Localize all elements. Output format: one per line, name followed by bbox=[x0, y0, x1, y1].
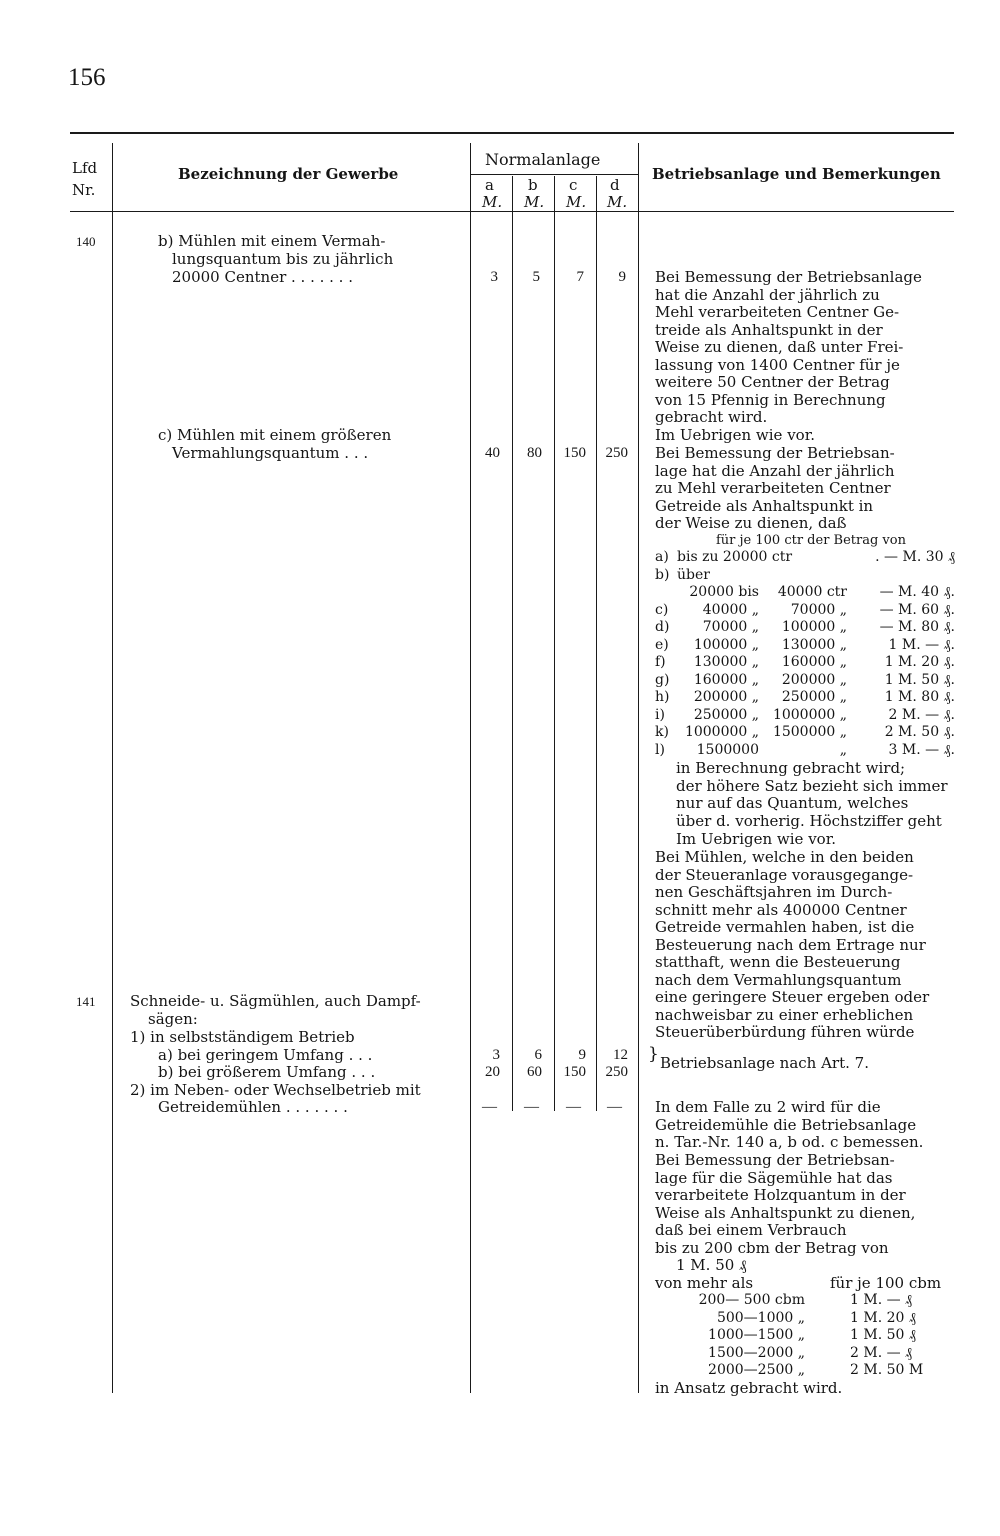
scale-row bbox=[655, 584, 955, 602]
header-unit-d: M. bbox=[607, 193, 628, 211]
desc-140c-line2: Vermahlungsquantum . . . bbox=[172, 444, 369, 462]
top-rule bbox=[70, 132, 954, 134]
value-141-2-d: — bbox=[607, 1099, 622, 1115]
scale-row bbox=[655, 742, 955, 760]
value-141b-b: 60 bbox=[527, 1064, 542, 1080]
desc-141-line3: 1) in selbstständigem Betrieb bbox=[130, 1028, 355, 1046]
scale-row-to: 160000 „ bbox=[781, 654, 847, 670]
header-bezeichnung: Bezeichnung der Gewerbe bbox=[178, 165, 399, 183]
col-divider-c bbox=[596, 176, 597, 1111]
wood-row-range: 1000—1500 „ bbox=[708, 1327, 805, 1343]
scale-row bbox=[655, 637, 955, 655]
remark-141-saw: Bei Bemessung der Betriebsan- lage für die Sägemühle hat das verarbeitete Holzquantum in der Weise als Anhaltspunkt zu dienen, daß bei einem Verbrauch bbox=[655, 1151, 916, 1239]
scale-row-from: bis zu 20000 ctr bbox=[677, 549, 793, 565]
scale-row-amount: — M. 40 ₰. bbox=[879, 584, 955, 600]
scale-row-from: 20000 bis bbox=[689, 584, 759, 600]
scale-row-letter: g) bbox=[655, 671, 670, 688]
scale-row-letter: k) bbox=[655, 724, 669, 740]
scale-row-amount: 1 M. 80 ₰. bbox=[884, 689, 955, 705]
scale-row-to: 1500000 „ bbox=[772, 724, 847, 740]
scale-row-to: 200000 „ bbox=[781, 671, 847, 688]
value-140b-c: 7 bbox=[576, 269, 584, 285]
col-divider-d bbox=[638, 143, 639, 1393]
remark-140c: Bei Bemessung der Betriebsan- lage hat die Anzahl der jährlich zu Mehl verarbeiteten Centner Getreide als Anhaltspunkt in der Weise zu dienen, daß bbox=[655, 444, 895, 532]
scale-row-amount: 1 M. — ₰. bbox=[888, 636, 955, 653]
scale-row-letter: h) bbox=[655, 689, 670, 705]
remark-141-per100cbm: für je 100 cbm bbox=[830, 1274, 942, 1292]
value-140b-a: 3 bbox=[490, 269, 498, 285]
scale-row-from: 40000 „ bbox=[702, 601, 759, 618]
wood-row bbox=[655, 1345, 955, 1363]
normalanlage-underline bbox=[470, 174, 638, 175]
value-140b-b: 5 bbox=[532, 269, 540, 285]
scale-row-amount: — M. 80 ₰. bbox=[879, 619, 955, 635]
remark-140c-large-mills: Bei Mühlen, welche in den beiden der Steueranlage vorausgegange- nen Geschäftsjahren im Durch- schnitt mehr als 400000 Centner Getreide vermahlen haben, ist die Besteuerung nach dem Ertrage nur statthaft, wenn die Besteuerung nach dem Vermahlungsquantum eine geringere Steuer ergeben oder nachweisbar zu einer erheblichen Steuerüberbürdung führen würde bbox=[655, 848, 930, 1041]
header-unit-c: M. bbox=[566, 193, 587, 211]
scale-row-amount: . — M. 30 ₰ bbox=[875, 549, 955, 565]
wood-row-amount: 1 M. — ₰ bbox=[850, 1292, 913, 1308]
scale-row bbox=[655, 689, 955, 707]
value-140c-a: 40 bbox=[485, 445, 500, 461]
scale-row-from: über bbox=[677, 566, 710, 583]
header-betriebsanlage: Betriebsanlage und Bemerkungen bbox=[652, 165, 941, 183]
scale-row bbox=[655, 549, 955, 567]
value-141b-a: 20 bbox=[485, 1064, 500, 1080]
wood-row bbox=[655, 1362, 955, 1380]
header-col-d: d bbox=[610, 176, 620, 194]
scale-row-from: 1500000 bbox=[696, 741, 759, 758]
scale-row-letter: e) bbox=[655, 636, 669, 653]
col-divider-nr bbox=[112, 143, 113, 1393]
remark-140b: Bei Bemessung der Betriebsanlage hat die Anzahl der jährlich zu Mehl verarbeiteten Centner Ge- treide als Anhaltspunkt in der Weise zu dienen, daß unter Frei- lassung von 1400 Centner für je weitere 50 Centner der Betrag von 15 Pfennig in Berechnung gebracht wird. bbox=[655, 268, 922, 426]
header-col-a: a bbox=[485, 176, 494, 194]
value-141-2-a: — bbox=[482, 1099, 497, 1115]
value-141a-d: 12 bbox=[613, 1047, 628, 1063]
row-number-140: 140 bbox=[76, 234, 96, 249]
page-number: 156 bbox=[68, 64, 106, 91]
scale-row-from: 200000 „ bbox=[693, 689, 759, 705]
col-divider-bezeichnung bbox=[470, 143, 471, 1393]
value-141-2-c: — bbox=[566, 1099, 581, 1115]
value-141a-c: 9 bbox=[578, 1047, 586, 1063]
desc-141-line1: Schneide- u. Sägmühlen, auch Dampf- bbox=[130, 992, 421, 1010]
wood-row-amount: 1 M. 20 ₰ bbox=[850, 1309, 916, 1326]
scale-row-from: 100000 „ bbox=[693, 636, 759, 653]
scale-row-to: „ bbox=[839, 741, 847, 758]
header-col-b: b bbox=[528, 176, 538, 194]
brace-141-1: } bbox=[648, 1044, 659, 1064]
wood-row-range: 500—1000 „ bbox=[716, 1309, 805, 1326]
row-number-141: 141 bbox=[76, 994, 96, 1009]
value-141a-a: 3 bbox=[492, 1047, 500, 1063]
desc-140b-line3: 20000 Centner . . . . . . . bbox=[172, 268, 353, 286]
header-unit-b: M. bbox=[524, 193, 545, 211]
remark-140c-after-scale: in Berechnung gebracht wird; der höhere Satz bezieht sich immer nur auf das Quantum, welches über d. vorherig. Höchstziffer geht bbox=[676, 759, 948, 830]
scale-row-to: 40000 ctr bbox=[777, 584, 847, 600]
header-nr: Nr. bbox=[72, 181, 96, 199]
scale-row-letter: l) bbox=[655, 741, 665, 758]
header-lfd: Lfd bbox=[72, 159, 98, 177]
remark-141-end: in Ansatz gebracht wird. bbox=[655, 1379, 843, 1397]
wood-row-amount: 1 M. 50 ₰ bbox=[850, 1327, 916, 1343]
desc-141-line2: sägen: bbox=[148, 1010, 198, 1028]
wood-row-range: 1500—2000 „ bbox=[708, 1344, 805, 1361]
scale-row-from: 70000 „ bbox=[702, 619, 759, 635]
value-141-2-b: — bbox=[524, 1099, 539, 1115]
wood-row bbox=[655, 1292, 955, 1310]
desc-140c-line1: c) Mühlen mit einem größeren bbox=[158, 426, 392, 444]
value-141b-c: 150 bbox=[563, 1064, 586, 1080]
scale-row bbox=[655, 672, 955, 690]
desc-141-line4: a) bei geringem Umfang . . . bbox=[158, 1046, 373, 1064]
scale-row bbox=[655, 707, 955, 725]
scale-row-from: 160000 „ bbox=[693, 671, 759, 688]
scale-row-letter: b) bbox=[655, 566, 670, 583]
scale-row-from: 130000 „ bbox=[693, 654, 759, 670]
scale-row-to: 130000 „ bbox=[781, 636, 847, 653]
remark-141-upto200: bis zu 200 cbm der Betrag von bbox=[655, 1239, 889, 1257]
value-140c-d: 250 bbox=[605, 445, 628, 461]
scale-row-amount: 1 M. 50 ₰. bbox=[884, 671, 955, 688]
value-141b-d: 250 bbox=[605, 1064, 628, 1080]
desc-141-line6: 2) im Neben- oder Wechselbetrieb mit bbox=[130, 1081, 421, 1099]
remark-141-1: Betriebsanlage nach Art. 7. bbox=[660, 1054, 869, 1072]
scale-row-letter: a) bbox=[655, 549, 669, 565]
wood-row-range: 200— 500 cbm bbox=[698, 1292, 805, 1308]
wood-row-amount: 2 M. 50 M bbox=[850, 1362, 924, 1378]
scale-row-amount: 2 M. 50 ₰. bbox=[884, 724, 955, 740]
scale-row-to: 1000000 „ bbox=[772, 706, 847, 723]
remark-140c-end: Im Uebrigen wie vor. bbox=[676, 830, 836, 848]
col-divider-b bbox=[554, 176, 555, 1111]
header-normalanlage: Normalanlage bbox=[485, 150, 601, 169]
scale-row-amount: 1 M. 20 ₰. bbox=[884, 654, 955, 670]
desc-141-line7: Getreidemühlen . . . . . . . bbox=[158, 1098, 348, 1116]
header-col-c: c bbox=[569, 176, 578, 194]
value-140c-b: 80 bbox=[527, 445, 542, 461]
remark-140b-end: Im Uebrigen wie vor. bbox=[655, 426, 815, 444]
scale-row bbox=[655, 567, 955, 585]
scale-row-to: 250000 „ bbox=[781, 689, 847, 705]
value-140c-c: 150 bbox=[563, 445, 586, 461]
wood-row-range: 2000—2500 „ bbox=[708, 1362, 805, 1378]
scale-row bbox=[655, 602, 955, 620]
remark-140c-per100: für je 100 ctr der Betrag von bbox=[716, 533, 906, 548]
scale-row-amount: — M. 60 ₰. bbox=[879, 601, 955, 618]
scale-row-from: 1000000 „ bbox=[684, 724, 759, 740]
desc-140b-line1: b) Mühlen mit einem Vermah- bbox=[158, 232, 386, 250]
col-divider-a bbox=[512, 176, 513, 1111]
scale-row bbox=[655, 654, 955, 672]
wood-row bbox=[655, 1327, 955, 1345]
scale-row-letter: f) bbox=[655, 654, 666, 670]
scale-row bbox=[655, 724, 955, 742]
value-140b-d: 9 bbox=[618, 269, 626, 285]
scale-row-from: 250000 „ bbox=[693, 706, 759, 723]
scale-row-to: 100000 „ bbox=[781, 619, 847, 635]
scale-row-to: 70000 „ bbox=[790, 601, 847, 618]
scale-row-letter: i) bbox=[655, 706, 665, 723]
wood-row bbox=[655, 1310, 955, 1328]
desc-141-line5: b) bei größerem Umfang . . . bbox=[158, 1063, 376, 1081]
header-unit-a: M. bbox=[482, 193, 503, 211]
remark-141-more-than: von mehr als bbox=[655, 1274, 754, 1292]
scale-row-amount: 3 M. — ₰. bbox=[888, 741, 955, 758]
desc-140b-line2: lungsquantum bis zu jährlich bbox=[172, 250, 394, 268]
scale-row-amount: 2 M. — ₰. bbox=[888, 706, 955, 723]
scale-row-letter: d) bbox=[655, 619, 670, 635]
scale-row bbox=[655, 619, 955, 637]
scale-row-letter: c) bbox=[655, 601, 669, 618]
remark-141-upto200-amount: 1 M. 50 ₰ bbox=[676, 1256, 747, 1274]
remark-141-2: In dem Falle zu 2 wird für die Getreidemühle die Betriebsanlage n. Tar.-Nr. 140 a, b od. c bemessen. bbox=[655, 1098, 924, 1151]
wood-row-amount: 2 M. — ₰ bbox=[850, 1344, 913, 1361]
value-141a-b: 6 bbox=[534, 1047, 542, 1063]
